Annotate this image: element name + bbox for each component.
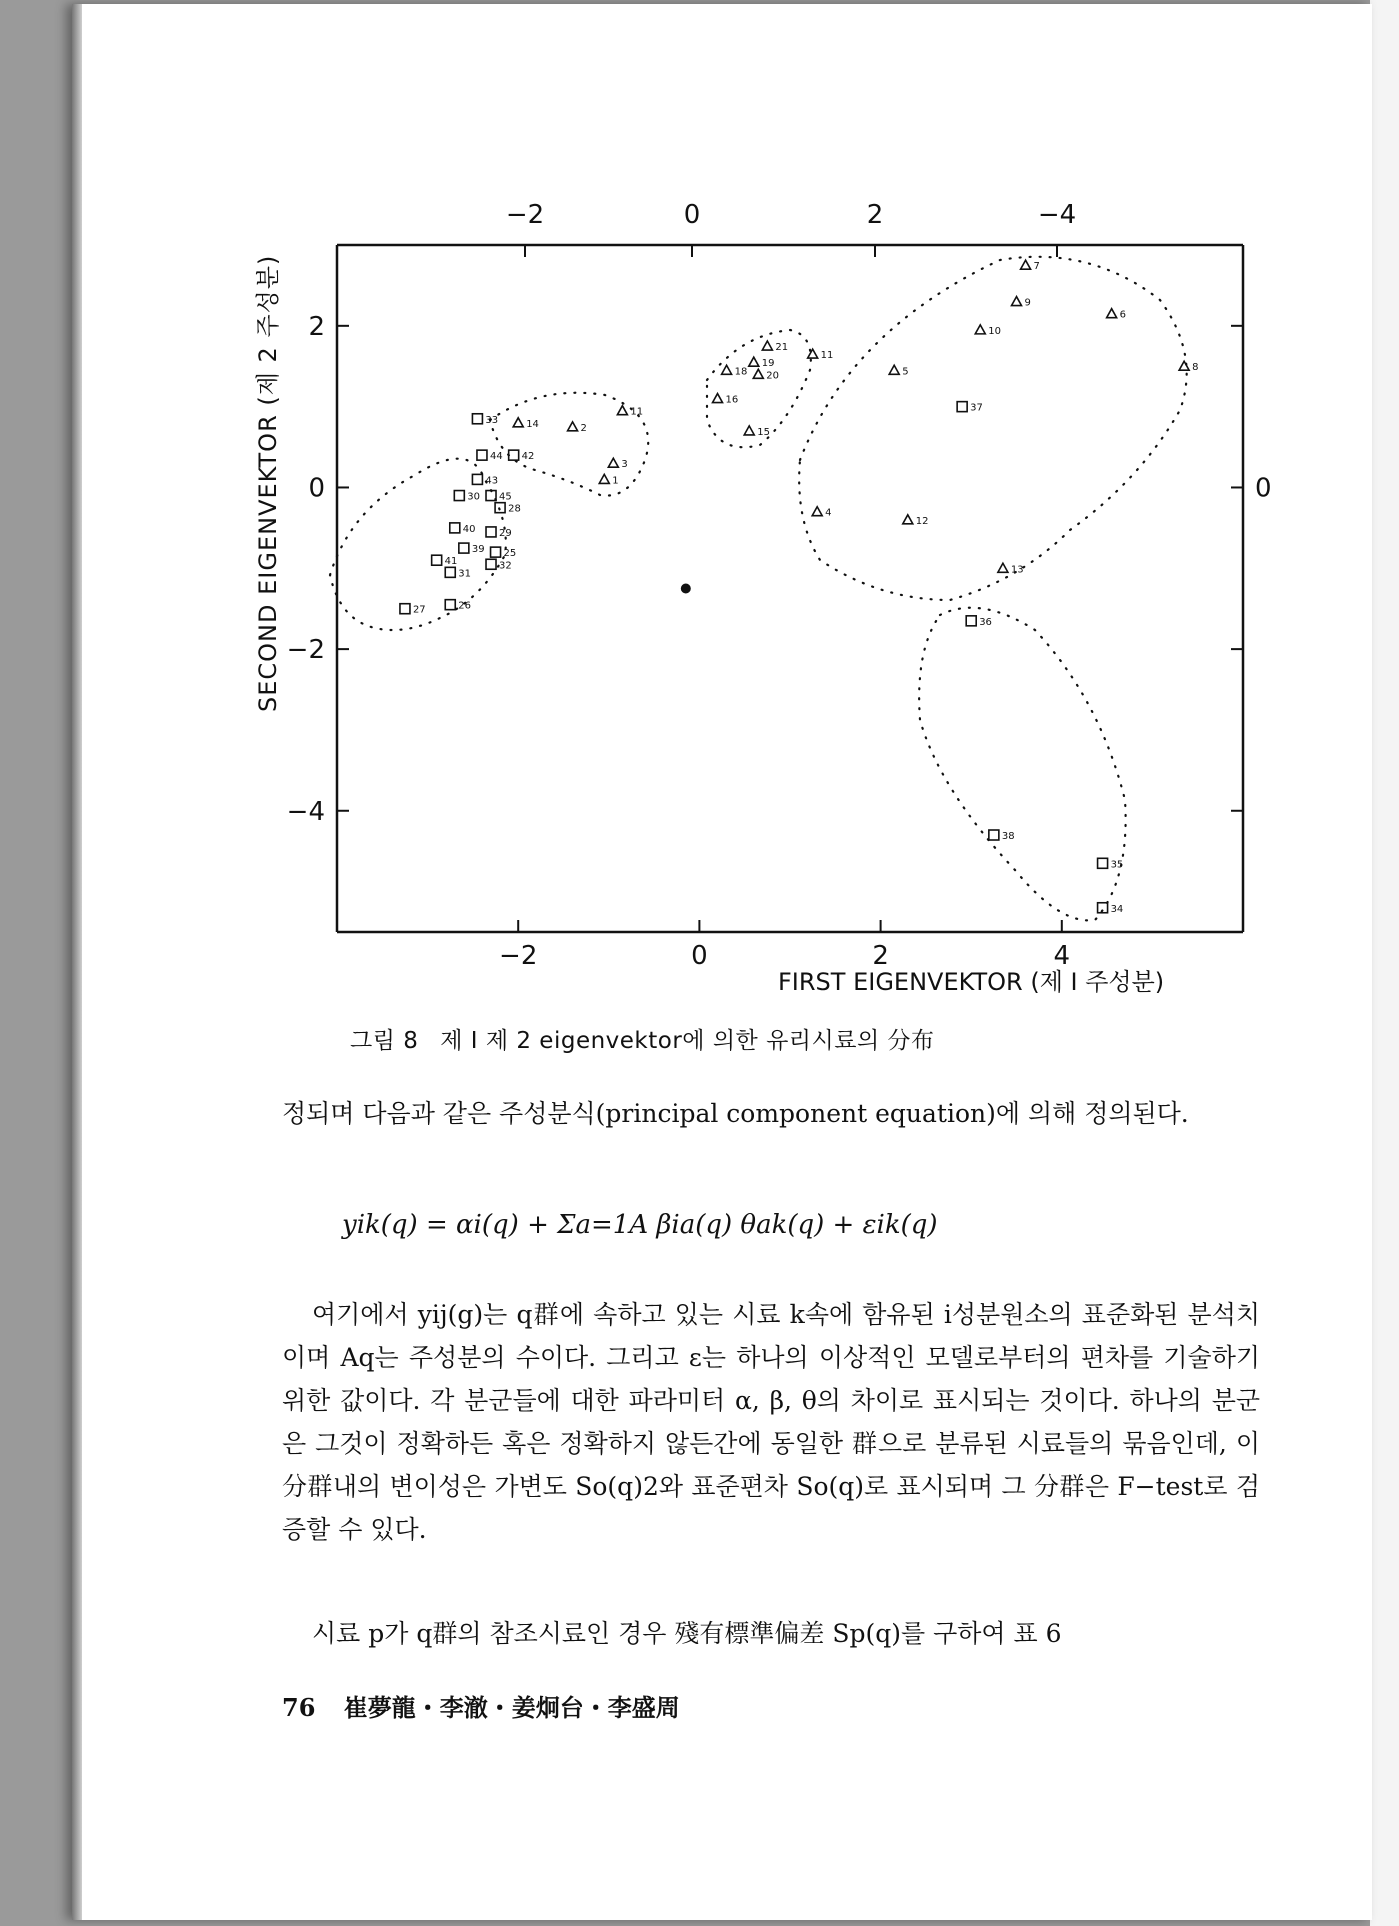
- point-triangle: [599, 474, 609, 483]
- point-label: 35: [1110, 859, 1124, 871]
- point-label: 16: [725, 394, 739, 406]
- point-triangle: [713, 394, 723, 403]
- point-square: [491, 547, 501, 557]
- point-label: 20: [766, 370, 780, 382]
- point-label: 25: [503, 548, 517, 560]
- point-label: 43: [485, 475, 499, 487]
- point-label: 34: [1110, 903, 1124, 915]
- cluster-outlines: [330, 257, 1187, 921]
- principal-component-equation: yik(q) = αi(q) + Σa=1A βia(q) θak(q) + εik(q): [342, 1210, 938, 1240]
- point-triangle: [608, 458, 618, 467]
- point-label: 10: [988, 325, 1001, 337]
- point-square: [445, 567, 455, 577]
- point-triangle: [998, 563, 1008, 572]
- point-label: 42: [521, 451, 535, 463]
- point-label: 18: [734, 366, 748, 378]
- point-square: [432, 555, 442, 565]
- point-label: 2: [580, 422, 587, 434]
- point-label: 21: [775, 342, 789, 354]
- point-square: [472, 474, 482, 484]
- x-tick-label: 2: [872, 941, 889, 971]
- point-label: 41: [444, 556, 458, 568]
- point-square: [989, 830, 999, 840]
- y-tick-label: −2: [286, 635, 325, 666]
- point-triangle: [568, 422, 578, 431]
- point-square: [459, 543, 469, 553]
- point-label: 33: [485, 414, 499, 426]
- point-square: [454, 491, 464, 501]
- point-label: 37: [970, 402, 983, 414]
- x-tick-label: 0: [691, 941, 708, 971]
- point-square: [495, 503, 505, 513]
- figure-caption: [350, 1022, 934, 1055]
- point-label: 12: [915, 515, 929, 527]
- point-triangle: [762, 341, 772, 350]
- paragraph-2: 여기에서 yij(g)는 q群에 속하고 있는 시료 k속에 함유된 i성분원소의 표준화된 분석치이며 Aq는 주성분의 수이다. 그리고 ε는 하나의 이상적인 모델로부터의 편차를 기술하기 위한 값이다. 각 분군들에 대한 파라미터 α, β, θ의 차이로 표시되는 것이다. 하나의 분군은 그것이 정확하든 혹은 정확하지 않든간에 동일한 群으로 분류된 시료들의 묶음인데, 이 分群내의 변이성은 가변도 So(q)2와 표준편차 So(q)로 표시되며 그 分群은 F−test로 검증할 수 있다.: [282, 1300, 1260, 1544]
- point-triangle: [812, 507, 822, 516]
- y-axis-title: SECOND EIGENVEKTOR (제 2 주성분): [254, 254, 282, 712]
- y-tick-label: 0: [308, 473, 325, 504]
- point-triangle: [975, 325, 985, 334]
- x-tick-label: −2: [499, 941, 538, 971]
- point-triangle: [722, 365, 732, 374]
- point-label: 39: [471, 544, 485, 556]
- data-points: [400, 260, 1199, 915]
- point-square: [477, 450, 487, 460]
- point-label: 11: [820, 350, 834, 362]
- y-tick-label: −4: [286, 796, 325, 827]
- top-tick-label: −2: [505, 200, 545, 230]
- point-triangle: [513, 418, 523, 427]
- top-tick-label: −4: [1037, 200, 1077, 230]
- point-square: [486, 527, 496, 537]
- point-triangle: [889, 365, 899, 374]
- point-square: [486, 559, 496, 569]
- point-label: 13: [1010, 564, 1024, 576]
- point-label: 31: [458, 568, 471, 580]
- point-label: 8: [1192, 362, 1199, 374]
- point-square: [450, 523, 460, 533]
- point-triangle: [753, 369, 763, 378]
- point-triangle: [744, 426, 754, 435]
- point-square: [1098, 858, 1108, 868]
- x-tick-label: 4: [1053, 941, 1071, 971]
- point-label: 28: [508, 503, 521, 515]
- point-square: [472, 414, 482, 424]
- page-number: 76: [282, 1693, 316, 1722]
- point-triangle: [1012, 297, 1022, 306]
- point-label: 7: [1033, 261, 1040, 273]
- right-tick-label: 0: [1255, 473, 1272, 504]
- point-square: [966, 616, 976, 626]
- x-axis-title: FIRST EIGENVEKTOR (제 I 주성분): [778, 968, 1165, 996]
- footer-authors: 崔夢龍・李澈・姜炯台・李盛周: [343, 1693, 680, 1722]
- point-square: [509, 450, 519, 460]
- point-label: 1: [612, 475, 619, 487]
- top-tick-label: 2: [866, 200, 884, 230]
- point-label: 40: [462, 523, 476, 535]
- point-label: 19: [761, 358, 775, 370]
- point-triangle: [617, 406, 627, 415]
- point-label: 3: [621, 459, 628, 471]
- point-triangle: [1179, 361, 1189, 370]
- point-label: 6: [1119, 309, 1127, 321]
- point-label: 5: [902, 366, 909, 378]
- y-tick-label: 2: [308, 311, 325, 342]
- paragraph-1: 정되며 다음과 같은 주성분식(principal component equation)에 의해 정의된다.: [282, 1099, 1189, 1128]
- point-label: 15: [757, 426, 770, 438]
- cluster-outline-large-right: [799, 257, 1186, 600]
- point-triangle: [1021, 260, 1031, 269]
- point-square: [400, 604, 410, 614]
- point-triangle: [1107, 309, 1117, 318]
- figure-caption-text: 제 I 제 2 eigenvektor에 의한 유리시료의 分布: [440, 1028, 935, 1054]
- figure-number: 그림 8: [350, 1028, 419, 1054]
- point-label: 45: [499, 491, 512, 503]
- point-label: 4: [825, 507, 832, 519]
- point-label: 32: [499, 560, 512, 572]
- cluster-outline-lower-right: [919, 608, 1125, 921]
- top-tick-label: 0: [683, 200, 701, 230]
- point-label: 14: [526, 418, 539, 430]
- page-footer: [282, 1688, 680, 1723]
- point-label: 9: [1024, 297, 1031, 309]
- point-dot: [681, 584, 691, 594]
- point-label: 27: [412, 604, 426, 616]
- point-label: 36: [979, 616, 992, 628]
- point-label: 30: [467, 491, 481, 503]
- paragraph-3: 시료 p가 q群의 참조시료인 경우 殘有標準偏差 Sp(q)를 구하여 표 6: [312, 1619, 1062, 1648]
- point-label: 44: [489, 451, 503, 463]
- point-triangle: [903, 515, 913, 524]
- point-label: 26: [458, 600, 471, 612]
- point-square: [957, 402, 967, 412]
- point-label: 11: [630, 406, 644, 418]
- point-square: [445, 600, 455, 610]
- point-triangle: [749, 357, 759, 366]
- point-label: 29: [499, 527, 512, 539]
- point-label: 38: [1001, 831, 1015, 843]
